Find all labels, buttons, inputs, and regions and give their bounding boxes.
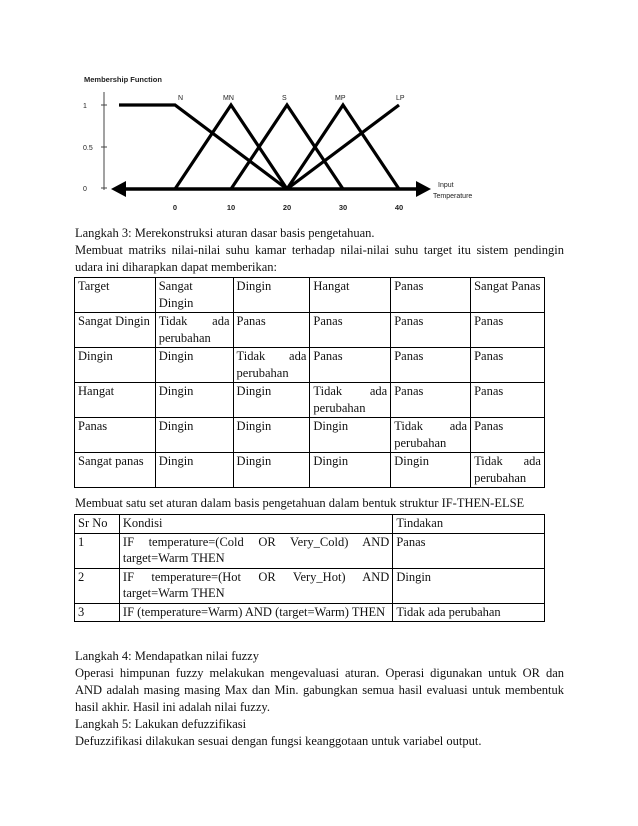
matrix-cell: Dingin bbox=[310, 453, 391, 488]
rules-cell: IF (temperature=Warm) AND (target=Warm) THEN bbox=[119, 603, 392, 622]
rules-cell: 1 bbox=[75, 533, 120, 568]
matrix-cell: Hangat bbox=[75, 383, 156, 418]
matrix-header-cell: Panas bbox=[391, 278, 471, 313]
matrix-cell: Panas bbox=[233, 313, 310, 348]
rules-header-row bbox=[75, 515, 545, 534]
y-tick-label: 1 bbox=[83, 103, 87, 110]
matrix-cell: Panas bbox=[391, 383, 471, 418]
chart-title: Membership Function bbox=[84, 75, 162, 84]
matrix-row bbox=[75, 313, 545, 348]
curve-label: LP bbox=[396, 95, 405, 102]
matrix-cell: Tidak ada perubahan bbox=[155, 313, 233, 348]
rules-cell: 3 bbox=[75, 603, 120, 622]
matrix-cell: Panas bbox=[75, 418, 156, 453]
matrix-cell: Dingin bbox=[155, 453, 233, 488]
x-tick-label: 10 bbox=[226, 203, 236, 212]
matrix-cell: Dingin bbox=[391, 453, 471, 488]
step5-heading: Langkah 5: Lakukan defuzzifikasi bbox=[75, 717, 247, 731]
rules-cell: 2 bbox=[75, 568, 120, 603]
x-tick-label: 30 bbox=[338, 203, 348, 212]
rules-cell: IF temperature=(Hot OR Very_Hot) AND target=Warm THEN bbox=[119, 568, 392, 603]
matrix-cell: Panas bbox=[471, 348, 545, 383]
matrix-cell: Dingin bbox=[233, 418, 310, 453]
matrix-header-row bbox=[75, 278, 545, 313]
matrix-table bbox=[74, 277, 545, 488]
curve-label: S bbox=[282, 95, 287, 102]
matrix-cell: Panas bbox=[471, 418, 545, 453]
matrix-row bbox=[75, 348, 545, 383]
y-tick-label: 0 bbox=[83, 186, 87, 193]
rules-header-cell: Tindakan bbox=[393, 515, 545, 534]
matrix-cell: Panas bbox=[391, 348, 471, 383]
matrix-header-cell: Hangat bbox=[310, 278, 391, 313]
matrix-cell: Panas bbox=[310, 348, 391, 383]
rules-intro: Membuat satu set aturan dalam basis pengetahuan dalam bentuk struktur IF-THEN-ELSE bbox=[75, 496, 525, 510]
matrix-header-cell: Sangat Dingin bbox=[155, 278, 233, 313]
rules-header-cell: Sr No bbox=[75, 515, 120, 534]
y-tick-label: 0.5 bbox=[83, 145, 93, 152]
rules-header-cell: Kondisi bbox=[119, 515, 392, 534]
matrix-header-cell: Target bbox=[75, 278, 156, 313]
rules-row bbox=[75, 568, 545, 603]
membership-function-chart bbox=[78, 72, 498, 222]
matrix-cell: Dingin bbox=[155, 418, 233, 453]
x-tick-label: 20 bbox=[282, 203, 292, 212]
matrix-cell: Dingin bbox=[75, 348, 156, 383]
matrix-row bbox=[75, 453, 545, 488]
series-line-s bbox=[231, 105, 343, 189]
rules-table bbox=[74, 514, 545, 622]
matrix-cell: Panas bbox=[310, 313, 391, 348]
matrix-cell: Sangat panas bbox=[75, 453, 156, 488]
series-layer bbox=[119, 105, 399, 189]
matrix-cell: Dingin bbox=[155, 348, 233, 383]
matrix-cell: Panas bbox=[471, 313, 545, 348]
x-tick-label: 0 bbox=[172, 203, 178, 212]
curve-label: MN bbox=[223, 95, 234, 102]
matrix-row bbox=[75, 383, 545, 418]
curve-label: MP bbox=[335, 95, 346, 102]
series-line-lp bbox=[287, 105, 399, 189]
matrix-cell: Dingin bbox=[233, 383, 310, 418]
matrix-table-body bbox=[75, 278, 545, 488]
rules-table-body bbox=[75, 515, 545, 622]
x-axis-label: Input bbox=[438, 182, 454, 189]
rules-cell: Panas bbox=[393, 533, 545, 568]
step5-text: Defuzzifikasi dilakukan sesuai dengan fungsi keanggotaan untuk variabel output. bbox=[75, 734, 482, 748]
curve-label: N bbox=[178, 95, 184, 102]
matrix-cell: Dingin bbox=[155, 383, 233, 418]
x-axis-label: Temperature bbox=[433, 193, 473, 200]
matrix-cell: Tidak ada perubahan bbox=[391, 418, 471, 453]
step3-heading: Langkah 3: Merekonstruksi aturan dasar basis pengetahuan. bbox=[75, 226, 375, 240]
x-tick-label: 40 bbox=[394, 203, 404, 212]
matrix-cell: Dingin bbox=[233, 453, 310, 488]
x-tick-layer bbox=[173, 203, 403, 212]
curve-label-layer bbox=[178, 95, 405, 102]
matrix-header-cell: Dingin bbox=[233, 278, 310, 313]
matrix-row bbox=[75, 418, 545, 453]
x-axis bbox=[111, 181, 431, 197]
matrix-cell: Dingin bbox=[310, 418, 391, 453]
rules-cell: IF temperature=(Cold OR Very_Cold) AND target=Warm THEN bbox=[119, 533, 392, 568]
step3-text: Membuat matriks nilai-nilai suhu kamar terhadap nilai-nilai suhu target itu sistem pendingin udara ini diharapkan dapat memberikan: bbox=[75, 243, 564, 274]
matrix-cell: Tidak ada perubahan bbox=[310, 383, 391, 418]
rules-row bbox=[75, 533, 545, 568]
step4-text: Operasi himpunan fuzzy melakukan mengevaluasi aturan. Operasi digunakan untuk OR dan AND adalah masing masing Max dan Min. gabungkan semua hasil evaluasi untuk membentuk hasil akhir. Hasil ini adalah nilai fuzzy. bbox=[75, 666, 564, 714]
step4-heading: Langkah 4: Mendapatkan nilai fuzzy bbox=[75, 649, 259, 663]
matrix-cell: Tidak ada perubahan bbox=[233, 348, 310, 383]
matrix-cell: Panas bbox=[391, 313, 471, 348]
matrix-header-cell: Sangat Panas bbox=[471, 278, 545, 313]
rules-row bbox=[75, 603, 545, 622]
matrix-cell: Sangat Dingin bbox=[75, 313, 156, 348]
rules-cell: Tidak ada perubahan bbox=[393, 603, 545, 622]
matrix-cell: Panas bbox=[471, 383, 545, 418]
matrix-cell: Tidak ada perubahan bbox=[471, 453, 545, 488]
y-axis bbox=[101, 92, 107, 190]
rules-cell: Dingin bbox=[393, 568, 545, 603]
